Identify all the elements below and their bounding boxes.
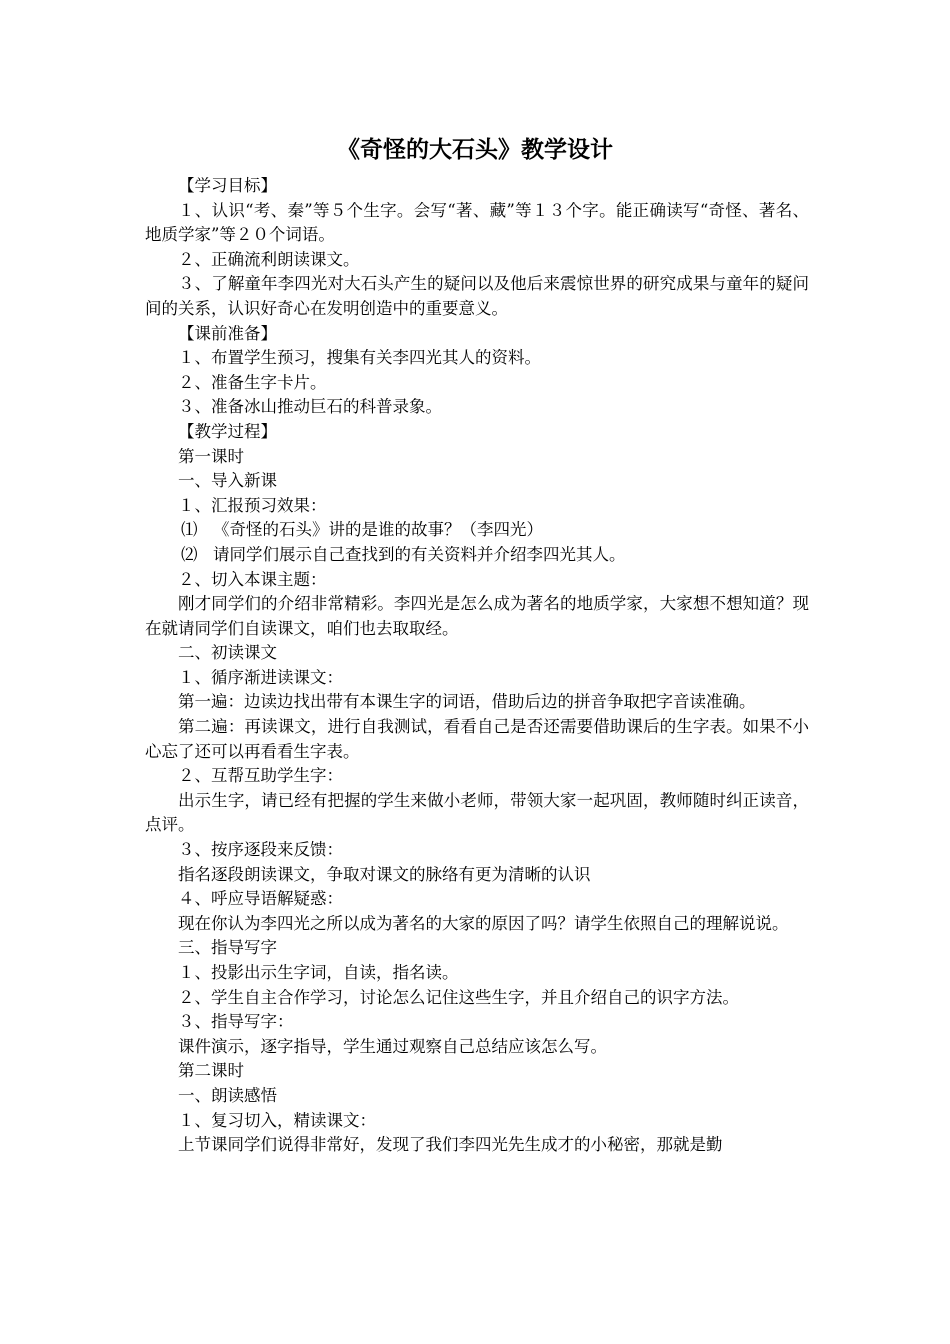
section-heading-process: 【教学过程】 [178, 421, 277, 441]
paragraph: ２、互帮互助学生字： [178, 766, 343, 786]
document-title: 《奇怪的大石头》教学设计 [337, 137, 613, 163]
paragraph: １、汇报预习效果： [178, 495, 327, 515]
paragraph: ２、正确流利朗读课文。 [178, 249, 360, 269]
paragraph: ３、了解童年李四光对大石头产生的疑问以及他后来震惊世界的研究成果与童年的疑问间的关系，认识好奇心在发明创造中的重要意义。 [145, 274, 809, 318]
paragraph: １、认识“考、秦”等５个生字。会写“著、藏”等１３个字。能正确读写“奇怪、著名、地质学家”等２０个词语。 [145, 200, 809, 245]
paragraph: １、投影出示生字词，自读，指名读。 [178, 963, 459, 982]
paragraph: ３、指导写字： [178, 1012, 294, 1032]
paragraph: １、复习切入，精读课文： [178, 1110, 376, 1130]
paragraph: １、布置学生预习，搜集有关李四光其人的资料。 [178, 348, 541, 368]
paragraph: 现在你认为李四光之所以成为著名的大家的原因了吗？请学生依照自己的理解说说。 [178, 913, 789, 933]
paragraph: 第二遍：再读课文，进行自我测试，看看自己是否还需要借助课后的生字表。如果不小心忘了还可以再看看生字表。 [145, 717, 809, 761]
document-body [145, 174, 809, 1158]
section-heading-goals: 【学习目标】 [178, 176, 277, 195]
paragraph: 一、导入新课 [178, 471, 277, 491]
paragraph: 一、朗读感悟 [178, 1085, 277, 1105]
paragraph: 指名逐段朗读课文，争取对课文的脉络有更为清晰的认识 [178, 864, 591, 884]
paragraph: ２、切入本课主题： [178, 569, 327, 589]
paragraph: 第一遍：边读边找出带有本课生字的词语，借助后边的拼音争取把字音读准确。 [178, 692, 756, 712]
paragraph: １、循序渐进读课文： [178, 667, 343, 687]
section-heading-prep: 【课前准备】 [178, 323, 277, 343]
item-number: ⑴ [181, 520, 198, 540]
paragraph: 二、初读课文 [178, 643, 277, 663]
item-number: ⑵ [181, 544, 198, 564]
paragraph: 课件演示，逐字指导，学生通过观察自己总结应该怎么写。 [178, 1036, 607, 1056]
lesson-heading-2: 第二课时 [178, 1061, 244, 1081]
paragraph: ２、准备生字卡片。 [178, 372, 327, 392]
item-text: 请同学们展示自己查找到的有关资料并介绍李四光其人。 [213, 544, 626, 564]
paragraph: ２、学生自主合作学习，讨论怎么记住这些生字，并且介绍自己的识字方法。 [178, 987, 739, 1007]
paragraph: ３、按序逐段来反馈： [178, 840, 343, 860]
numbered-item [145, 518, 809, 543]
paragraph: 上节课同学们说得非常好，发现了我们李四光先生成才的小秘密，那就是勤 [178, 1135, 723, 1155]
paragraph: 刚才同学们的介绍非常精彩。李四光是怎么成为著名的地质学家，大家想不想知道？现在就请同学们自读课文，咱们也去取取经。 [145, 594, 809, 638]
paragraph: 出示生字，请已经有把握的学生来做小老师，带领大家一起巩固，教师随时纠正读音，点评。 [145, 790, 809, 835]
item-text: 《奇怪的石头》讲的是谁的故事？（李四光） [213, 520, 543, 540]
numbered-item [145, 543, 809, 568]
paragraph: 三、指导写字 [178, 938, 277, 958]
paragraph: ４、呼应导语解疑惑： [178, 889, 343, 909]
lesson-heading-1: 第一课时 [178, 446, 244, 466]
paragraph: ３、准备冰山推动巨石的科普录象。 [178, 397, 442, 417]
